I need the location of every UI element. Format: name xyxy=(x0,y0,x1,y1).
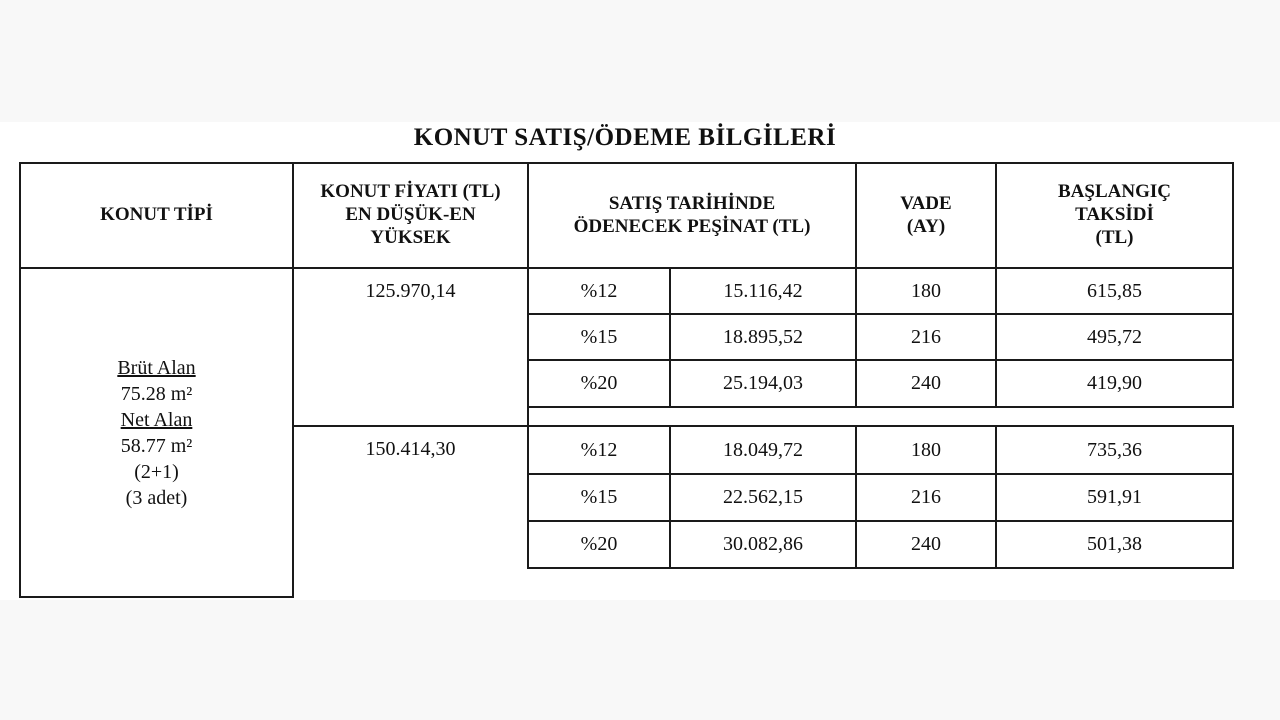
g1-row1-taksit: 615,85 xyxy=(1087,279,1142,302)
g2-row3-pesinat-cell xyxy=(669,520,857,569)
g1-row3-pesinat-cell xyxy=(669,359,857,408)
header-pesinat xyxy=(527,162,857,269)
g2-row2-taksit-cell xyxy=(995,473,1234,522)
g2-row3-taksit-cell xyxy=(995,520,1234,569)
g2-row2-vade-cell xyxy=(855,473,997,522)
g2-row2-taksit: 591,91 xyxy=(1087,486,1142,508)
g1-row1-pct-cell xyxy=(527,267,671,315)
page-title: KONUT SATIŞ/ÖDEME BİLGİLERİ xyxy=(413,124,837,151)
group-1-price-cell xyxy=(292,267,529,315)
g2-row1-taksit-cell xyxy=(995,425,1234,475)
g1-row1-taksit-cell xyxy=(995,267,1234,315)
g1-row3-vade: 240 xyxy=(911,372,941,394)
oda-sayisi: (2+1) xyxy=(134,460,179,483)
net-alan-label: Net Alan xyxy=(120,408,193,431)
g1-row3-pesinat: 25.194,03 xyxy=(723,372,803,394)
g2-row2-pct-cell xyxy=(527,473,671,522)
g2-row3-vade: 240 xyxy=(911,533,941,555)
header-pesinat-line-1: SATIŞ TARİHİNDE xyxy=(608,192,776,214)
g1-row3-vade-cell xyxy=(855,359,997,408)
g2-row2-vade: 216 xyxy=(911,486,941,508)
header-fiyat-line-2: EN DÜŞÜK-EN xyxy=(345,204,476,226)
g1-row3-taksit-cell xyxy=(995,359,1234,408)
header-taksit-line-1: BAŞLANGIÇ xyxy=(1058,181,1171,203)
g2-row3-taksit: 501,38 xyxy=(1087,533,1142,555)
brut-alan-value: 75.28 m² xyxy=(120,382,193,405)
g2-row1-pct: %12 xyxy=(580,438,618,461)
g2-row2-pesinat: 22.562,15 xyxy=(723,486,803,508)
g2-row3-pct: %20 xyxy=(580,533,618,555)
g1-row1-pct: %12 xyxy=(580,279,618,302)
header-konut-tipi-label: KONUT TİPİ xyxy=(100,204,213,226)
g1-row2-vade: 216 xyxy=(911,325,941,348)
g1-row2-taksit: 495,72 xyxy=(1087,325,1142,348)
g2-row3-vade-cell xyxy=(855,520,997,569)
g1-row2-pesinat-cell xyxy=(669,313,857,361)
g2-row1-pct-cell xyxy=(527,425,671,475)
g1-row3-pct: %20 xyxy=(580,372,618,394)
header-vade-line-1: VADE xyxy=(900,192,952,214)
header-taksit-line-2: TAKSİDİ xyxy=(1075,204,1154,226)
header-baslangic-taksidi xyxy=(995,162,1234,269)
g1-row1-vade-cell xyxy=(855,267,997,315)
group-1-price: 125.970,14 xyxy=(365,279,456,302)
net-alan-value: 58.77 m² xyxy=(120,434,193,457)
g2-row3-pesinat: 30.082,86 xyxy=(723,533,803,555)
header-taksit-line-3: (TL) xyxy=(1095,226,1134,248)
group-2-price-cell xyxy=(292,425,529,473)
header-fiyat-line-1: KONUT FİYATI (TL) xyxy=(320,181,501,203)
g1-row2-pct: %15 xyxy=(580,325,618,348)
g1-row1-pesinat-cell xyxy=(669,267,857,315)
header-pesinat-line-2: ÖDENECEK PEŞİNAT (TL) xyxy=(573,215,811,237)
header-vade xyxy=(855,162,997,269)
g1-row2-taksit-cell xyxy=(995,313,1234,361)
g2-row1-taksit: 735,36 xyxy=(1087,438,1142,461)
group-2-price-empty xyxy=(292,471,529,569)
g2-row1-pesinat: 18.049,72 xyxy=(723,438,803,461)
header-fiyat-line-3: YÜKSEK xyxy=(370,226,451,248)
g2-row1-vade: 180 xyxy=(911,438,941,461)
header-konut-fiyati xyxy=(292,162,529,269)
g1-row2-pesinat: 18.895,52 xyxy=(723,325,803,348)
header-konut-tipi xyxy=(19,162,294,269)
g1-row1-pesinat: 15.116,42 xyxy=(723,279,803,302)
adet: (3 adet) xyxy=(125,486,188,509)
g2-row1-pesinat-cell xyxy=(669,425,857,475)
konut-tipi-cell xyxy=(19,267,294,598)
g1-row3-pct-cell xyxy=(527,359,671,408)
g1-row2-pct-cell xyxy=(527,313,671,361)
group-2-price: 150.414,30 xyxy=(365,437,456,460)
g2-row1-vade-cell xyxy=(855,425,997,475)
header-vade-line-2: (AY) xyxy=(906,215,946,237)
group-1-price-empty xyxy=(292,313,529,425)
g1-row3-taksit: 419,90 xyxy=(1087,372,1142,394)
g2-row2-pct: %15 xyxy=(580,486,618,508)
g2-row3-pct-cell xyxy=(527,520,671,569)
g1-row2-vade-cell xyxy=(855,313,997,361)
g2-row2-pesinat-cell xyxy=(669,473,857,522)
g1-row1-vade: 180 xyxy=(911,279,941,302)
brut-alan-label: Brüt Alan xyxy=(117,356,196,379)
